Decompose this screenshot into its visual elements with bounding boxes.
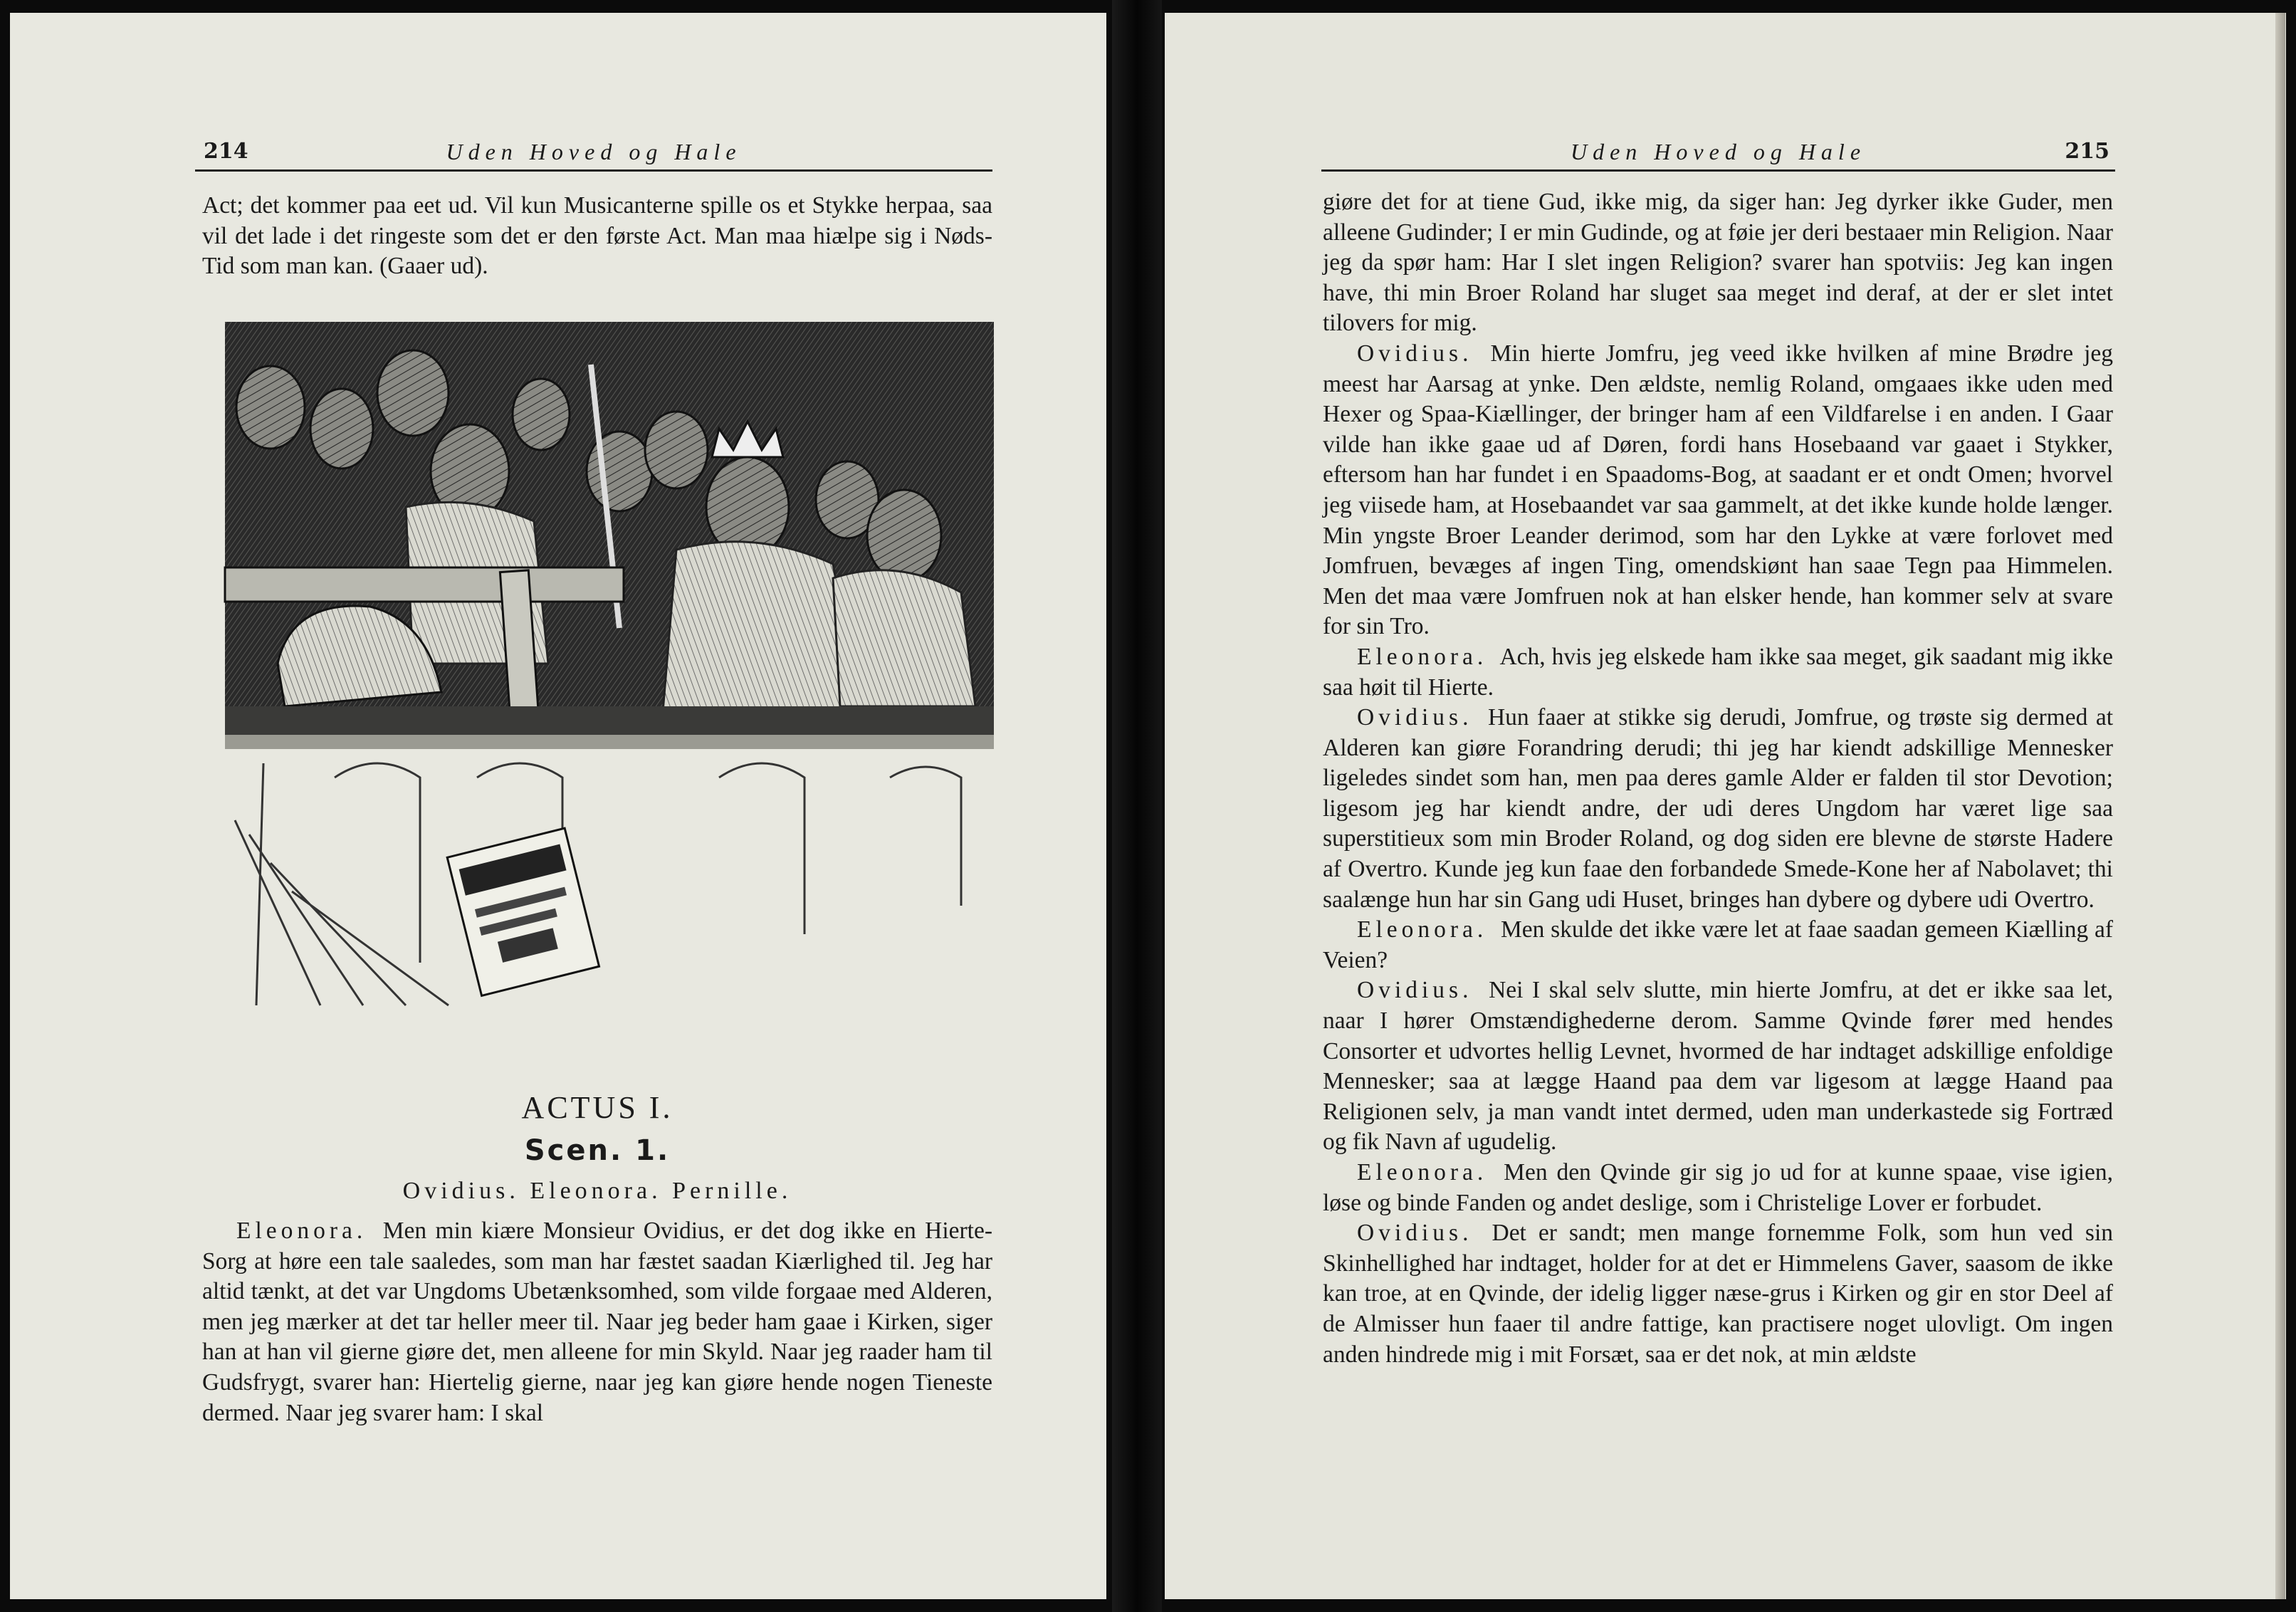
- left-top-text: [202, 191, 992, 282]
- left-dialogue: [202, 1216, 992, 1428]
- book-gutter: [1112, 0, 1162, 1612]
- dialogue-paragraph: [1323, 1158, 2113, 1218]
- dialogue-paragraph: [1323, 1218, 2113, 1370]
- dialogue-paragraph: [1323, 915, 2113, 975]
- dialogue-paragraph: [1323, 187, 2113, 339]
- speaker-name: Ovidius.: [1357, 977, 1473, 1004]
- right-running-title: Uden Hoved og Hale: [1570, 139, 1867, 164]
- right-text-body: [1323, 187, 2113, 1370]
- page-edge: [2275, 13, 2285, 1599]
- dialogue-text: Nei I skal selv slutte, min hierte Jomfru, at det er ikke saa let, naar I hører Omstændighederne derom. Samme Qvinde fører med hendes Consorter et udvortes hellig Levnet, hvormed de har indtaget adskillige enfoldige Mennesker; saa at lægge Haand paa dem var ligesom at lægge Haand paa Religionen selv, ja man vandt intet dermed, uden man underkastede sig Fortræd og fik Navn af ugudelig.: [1323, 977, 2113, 1156]
- dialogue-paragraph: [1323, 703, 2113, 915]
- left-page: [10, 13, 1106, 1599]
- right-page: [1165, 13, 2286, 1599]
- engraving-illustration-icon: [221, 322, 998, 1010]
- dialogue-text: Min hierte Jomfru, jeg veed ikke hvilken af mine Brødre jeg meest har Aarsag at ynke. Den ældste, nemlig Roland, omgaaes ikke uden med Hexer og Spaa-Kiællinger, der bringer ham af een Vildfarelse i en anden. I Gaar vilde han ikke gaae ud af Døren, fordi hans Hosebaand var gaaet i Stykker, eftersom han har fundet i en Spaadoms-Bog, at saadant er et ondt Omen; hvorvel jeg viisede ham, at Hosebaandet var saa gammelt, at det ikke kunde holde længer. Min yngste Broer Leander derimod, som har den Lykke at være forlovet med Jomfruen, bevæges af ingen Ting, omendskiønt han saae Tegn paa Himmelen. Men det maa være Jomfruen nok at han elsker hende, han kommer selv at svare for sin Tro.: [1323, 340, 2114, 640]
- dialogue-text: Men min kiære Monsieur Ovidius, er det dog ikke en Hierte-Sorg at høre een tale saaledes, som man har fæstet saadan Kiærlighed til. Jeg har altid tænkt, at det var Ungdoms Ubetænksomhed, som vilde forgaae med Alderen, men jeg mærker at det tar heller meer til. Naar jeg beder ham gaae i Kirken, siger han at han vil gierne giøre det, men alleene for min Skyld. Naar jeg raader ham til Gudsfrygt, svarer han: Hiertelig gierne, naar jeg kan giøre hende nogen Tieneste dermed. Naar jeg svarer ham: I skal: [202, 1218, 992, 1426]
- speaker-name: Eleonora.: [1357, 643, 1488, 670]
- dialogue-text: Men skulde det ikke være let at faae saadan gemeen Kiælling af Veien?: [1323, 916, 2114, 973]
- speaker-name: Eleonora.: [1357, 916, 1488, 943]
- left-running-title: Uden Hoved og Hale: [446, 139, 742, 164]
- dialogue-text: Ach, hvis jeg elskede ham ikke saa meget, gik saadant mig ikke saa høit til Hierte.: [1323, 643, 2114, 701]
- left-page-number: 214: [204, 139, 248, 164]
- dialogue-text: Hun faaer at stikke sig derudi, Jomfrue, og trøste sig dermed at Alderen kan giøre Forandring derudi; thi jeg har kiendt adskillige Mennesker ligeledes sindet som han, men paa deres gamle Alder er falden til stor Devotion; ligesom jeg har kiendt andre, der udi deres Ungdom har været lige saa superstitieux som min Broder Roland, og dog siden ere blevne de største Hadere af Overtro. Kunde jeg kun faae den forbandede Smede-Kone her af Nabolavet; thi saalænge hun har sin Gang udi Huset, bringes han dybere og dybere udi Overtro.: [1323, 704, 2114, 913]
- speaker-name: Ovidius.: [1357, 704, 1473, 731]
- dialogue-text: Men den Qvinde gir sig jo ud for at kunne spaae, vise igien, løse og binde Fanden og andet deslige, som i Christelige Lover er forbudet.: [1323, 1159, 2113, 1216]
- speaker-name: Eleonora.: [236, 1218, 367, 1244]
- right-running-header: [1321, 127, 2115, 172]
- speaker-name: Eleonora.: [1357, 1159, 1488, 1186]
- left-running-header: [195, 127, 992, 172]
- speaker-name: Ovidius.: [1357, 340, 1473, 367]
- speaker-name: Ovidius.: [1357, 1220, 1473, 1247]
- scene-heading: Scen. 1.: [524, 1134, 671, 1167]
- dialogue-paragraph: [202, 1216, 992, 1428]
- dialogue-paragraph: [1323, 339, 2113, 642]
- dialogue-paragraph: [1323, 642, 2113, 703]
- left-top-paragraph: Act; det kommer paa eet ud. Vil kun Musicanterne spille os et Stykke herpaa, saa vil det lade i det ringeste som det er den første Act. Man maa hiælpe sig i Nøds-Tid som man kan. (Gaaer ud).: [202, 192, 992, 280]
- dialogue-text: giøre det for at tiene Gud, ikke mig, da siger han: Jeg dyrker ikke Guder, men alleene Gudinder; I er min Gudinde, og at føie jer deri bestaaer min Religion. Naar jeg da spør ham: Har I slet ingen Religion? svarer han spotviis: Jeg kan ingen have, thi min Broer Roland har sluget saa meget ind deraf, at der er slet intet tilovers for mig.: [1323, 189, 2113, 337]
- dialogue-text: Det er sandt; men mange fornemme Folk, som hun ved sin Skinhellighed har indtaget, holder for at det er Himmelens Gaver, saasom de ikke kan troe, at en Qvinde, der idelig ligger næse-grus i Kirken og gir en stor Deel af de Almisser hun faaer til andre fattige, kan practisere noget ulovligt. Om ingen anden hindrede mig i mit Forsæt, saa er det nok, at min ældste: [1323, 1220, 2114, 1368]
- act-heading: ACTUS I.: [521, 1090, 673, 1125]
- dialogue-paragraph: [1323, 975, 2113, 1158]
- cast-line: Ovidius. Eleonora. Pernille.: [402, 1178, 792, 1204]
- right-page-number: 215: [2065, 139, 2109, 164]
